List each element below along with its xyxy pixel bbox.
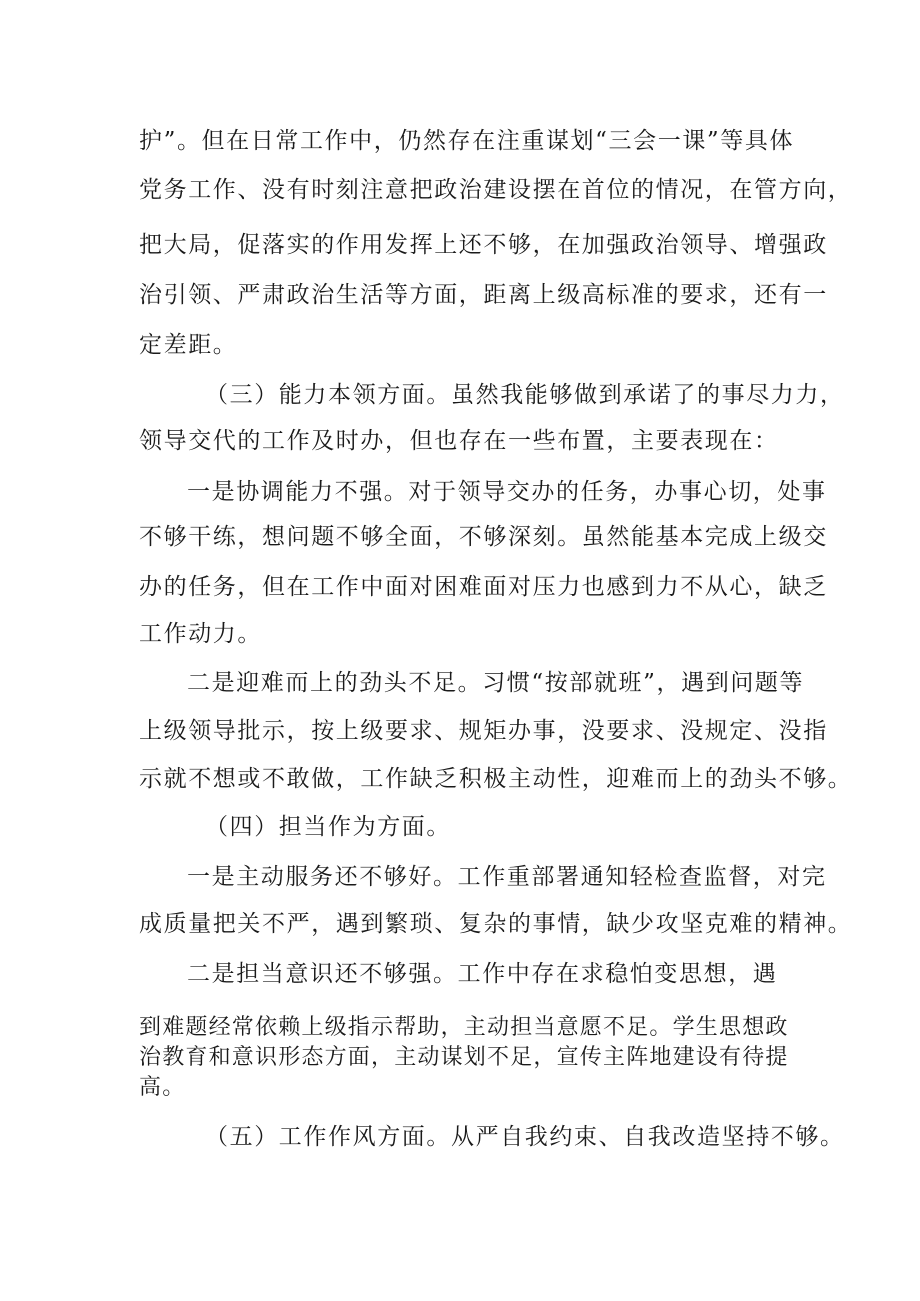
text-line: 一是主动服务还不够好。工作重部署通知轻检查监督，对完 [187,864,827,890]
section-heading-4: （四）担当作为方面。 [205,814,451,840]
text-line: 工作动力。 [139,621,262,647]
text-line: 上级领导批示，按上级要求、规矩办事，没要求、没规定、没指 [139,718,828,744]
text-line: 二是担当意识还不够强。工作中存在求稳怕变思想，遇 [187,961,778,987]
text-line: 示就不想或不敢做，工作缺乏积极主动性，迎难而上的劲头不够。 [139,766,853,792]
section-heading-5: （五）工作作风方面。从严自我约束、自我改造坚持不够。 [205,1124,845,1150]
text-line: 到难题经常依赖上级指示帮助，主动担当意愿不足。学生思想政 [139,1015,789,1040]
text-line: 定差距。 [139,332,238,358]
text-line: 办的任务，但在工作中面对困难面对压力也感到力不从心，缺乏 [139,574,828,600]
text-line: 领导交代的工作及时办，但也存在一些布置，主要表现在： [139,428,779,454]
text-line: 高。 [139,1075,186,1100]
text-line: 不够干练，想问题不够全面，不够深刻。虽然能基本完成上级交 [139,524,828,550]
text-line: 成质量把关不严，遇到繁琐、复杂的事情，缺少攻坚克难的精神。 [139,911,853,937]
text-line: 治引领、严肃政治生活等方面，距离上级高标准的要求，还有一 [139,282,828,308]
text-line: 党务工作、没有时刻注意把政治建设摆在首位的情况，在管方向， [139,177,853,203]
text-line: 把大局，促落实的作用发挥上还不够，在加强政治领导、增强政 [139,232,828,258]
text-line: 一是协调能力不强。对于领导交办的任务，办事心切，处事 [187,479,827,505]
text-line: 护”。但在日常工作中，仍然存在注重谋划“三会一课”等具体 [139,128,795,154]
section-heading-3: （三）能力本领方面。虽然我能够做到承诺了的事尽力力， [205,382,845,408]
text-line: 二是迎难而上的劲头不足。习惯“按部就班”，遇到问题等 [187,670,805,696]
text-line: 治教育和意识形态方面，主动谋划不足，宣传主阵地建设有待提 [139,1045,789,1070]
